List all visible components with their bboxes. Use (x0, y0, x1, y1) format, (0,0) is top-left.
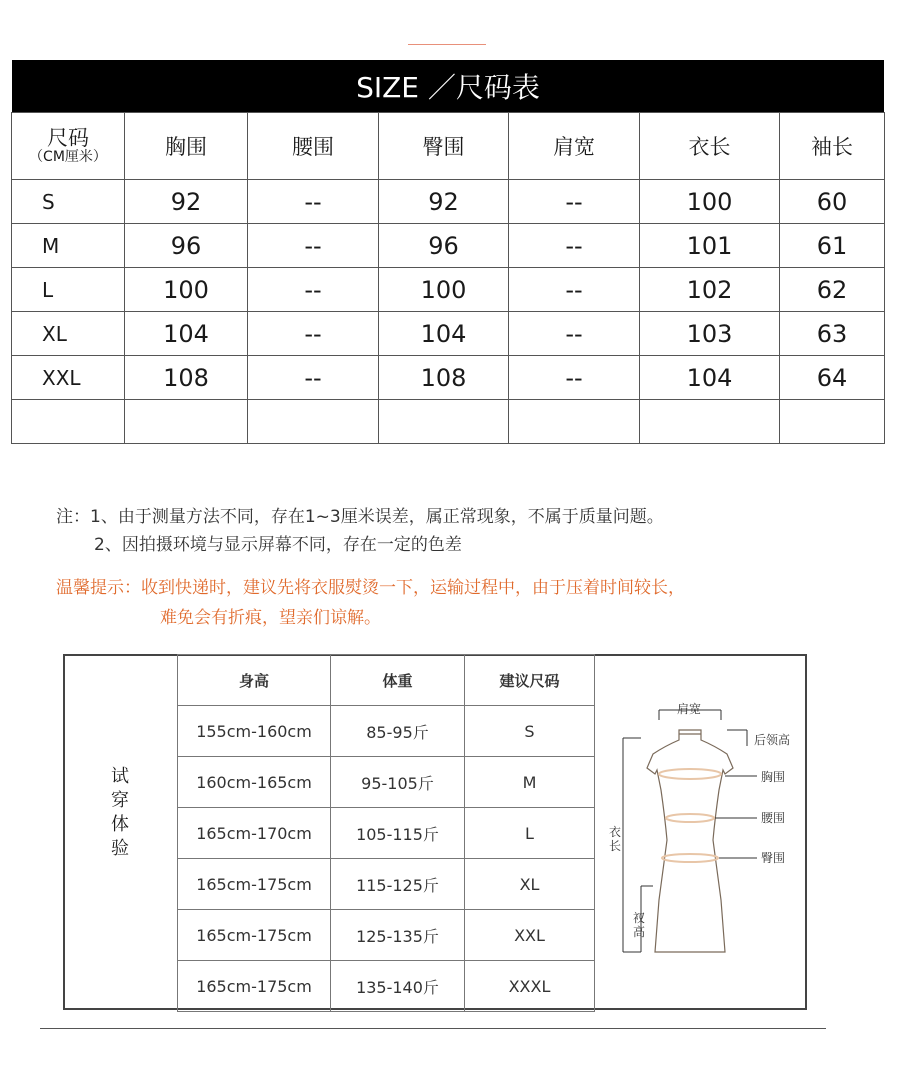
value-cell: 102 (640, 268, 780, 312)
size-chart-banner (12, 60, 884, 112)
label-waist: 腰围 (761, 811, 786, 825)
table-row (12, 224, 885, 268)
header-size-cell (12, 113, 125, 180)
value-cell: 101 (640, 224, 780, 268)
empty-cell (248, 400, 379, 444)
fit-size: XXL (465, 910, 595, 961)
fit-row (178, 859, 595, 910)
fit-height: 165cm-170cm (178, 808, 331, 859)
fit-height: 165cm-175cm (178, 910, 331, 961)
fit-height: 165cm-175cm (178, 961, 331, 1012)
table-row (12, 312, 885, 356)
measure-lines (659, 769, 721, 862)
fit-weight: 85-95斤 (331, 706, 465, 757)
label-chest: 胸围 (761, 770, 786, 784)
fit-row (178, 808, 595, 859)
fit-size: M (465, 757, 595, 808)
fit-header-height: 身高 (178, 655, 331, 706)
value-cell: 63 (780, 312, 885, 356)
label-slit-2: 高 (633, 925, 646, 939)
fit-row (178, 757, 595, 808)
empty-cell (12, 400, 125, 444)
size-table-header (12, 113, 885, 180)
top-accent-line (408, 44, 486, 45)
table-row (12, 356, 885, 400)
fit-row (178, 910, 595, 961)
table-row (12, 268, 885, 312)
value-cell: 103 (640, 312, 780, 356)
fit-size: XL (465, 859, 595, 910)
size-cell: M (12, 224, 125, 268)
value-cell: 62 (780, 268, 885, 312)
value-cell: -- (248, 180, 379, 224)
fit-row (178, 961, 595, 1012)
fit-label-char: 验 (111, 838, 129, 859)
measurement-notes (56, 503, 664, 559)
fit-height: 160cm-165cm (178, 757, 331, 808)
waist-measure-line (666, 814, 714, 822)
value-cell: -- (509, 312, 640, 356)
empty-cell (780, 400, 885, 444)
label-length-1: 衣 (609, 825, 622, 839)
fit-table-header (178, 655, 595, 706)
chest-measure-line (659, 769, 721, 779)
fit-height: 165cm-175cm (178, 859, 331, 910)
header-hip: 臀围 (379, 113, 509, 180)
value-cell: 104 (379, 312, 509, 356)
fit-weight: 95-105斤 (331, 757, 465, 808)
bottom-divider (40, 1028, 826, 1029)
table-row (12, 180, 885, 224)
value-cell: -- (509, 180, 640, 224)
label-hip: 臀围 (761, 851, 786, 865)
qipao-measurement-diagram (597, 690, 805, 970)
empty-cell (640, 400, 780, 444)
fit-label-char: 体 (111, 814, 129, 835)
value-cell: 100 (640, 180, 780, 224)
note-line-2: 2、因拍摄环境与显示屏幕不同，存在一定的色差 (94, 535, 462, 555)
tip-line-2: 难免会有折痕，望亲们谅解。 (160, 608, 381, 628)
fit-height: 155cm-160cm (178, 706, 331, 757)
value-cell: 104 (640, 356, 780, 400)
label-back-neck: 后领高 (754, 733, 791, 747)
size-cell: XL (12, 312, 125, 356)
note-line-1: 注：1、由于测量方法不同，存在1~3厘米误差，属正常现象，不属于质量问题。 (56, 507, 664, 527)
value-cell: 96 (379, 224, 509, 268)
fit-table (177, 654, 595, 1012)
fit-weight: 115-125斤 (331, 859, 465, 910)
value-cell: 60 (780, 180, 885, 224)
tip-line-1: 温馨提示：收到快递时，建议先将衣服熨烫一下，运输过程中，由于压着时间较长， (56, 578, 685, 598)
fit-label-char: 试 (111, 766, 129, 787)
qipao-dress-icon (647, 730, 733, 952)
value-cell: 108 (379, 356, 509, 400)
header-chest: 胸围 (125, 113, 248, 180)
empty-cell (379, 400, 509, 444)
header-length: 衣长 (640, 113, 780, 180)
value-cell: -- (248, 312, 379, 356)
size-chart-title: SIZE ／尺码表 (356, 71, 540, 104)
value-cell: 100 (379, 268, 509, 312)
size-cell: L (12, 268, 125, 312)
fit-weight: 125-135斤 (331, 910, 465, 961)
value-cell: 64 (780, 356, 885, 400)
label-length-2: 长 (609, 839, 622, 853)
header-waist: 腰围 (248, 113, 379, 180)
fit-weight: 105-115斤 (331, 808, 465, 859)
fit-row (178, 706, 595, 757)
header-sleeve: 袖长 (780, 113, 885, 180)
warm-tips (56, 573, 685, 633)
hip-measure-line (662, 854, 718, 862)
value-cell: 100 (125, 268, 248, 312)
fit-header-size: 建议尺码 (465, 655, 595, 706)
fit-label-char: 穿 (111, 790, 129, 811)
empty-cell (125, 400, 248, 444)
fit-weight: 135-140斤 (331, 961, 465, 1012)
fit-size: XXXL (465, 961, 595, 1012)
table-row-empty (12, 400, 885, 444)
value-cell: -- (509, 356, 640, 400)
empty-cell (509, 400, 640, 444)
size-cell: S (12, 180, 125, 224)
label-slit-1: 衩 (633, 911, 646, 925)
value-cell: 96 (125, 224, 248, 268)
header-size-label: 尺码 (47, 125, 89, 150)
value-cell: 108 (125, 356, 248, 400)
value-cell: -- (509, 268, 640, 312)
value-cell: -- (248, 356, 379, 400)
fit-size: S (465, 706, 595, 757)
fit-size: L (465, 808, 595, 859)
fit-header-weight: 体重 (331, 655, 465, 706)
value-cell: 104 (125, 312, 248, 356)
label-shoulder: 肩宽 (677, 702, 702, 716)
value-cell: 61 (780, 224, 885, 268)
value-cell: 92 (379, 180, 509, 224)
value-cell: -- (248, 268, 379, 312)
size-cell: XXL (12, 356, 125, 400)
value-cell: -- (248, 224, 379, 268)
value-cell: -- (509, 224, 640, 268)
header-shoulder: 肩宽 (509, 113, 640, 180)
value-cell: 92 (125, 180, 248, 224)
fit-experience-label (104, 765, 136, 861)
header-unit-label: （CM厘米） (29, 148, 107, 165)
size-chart-table (11, 112, 885, 444)
